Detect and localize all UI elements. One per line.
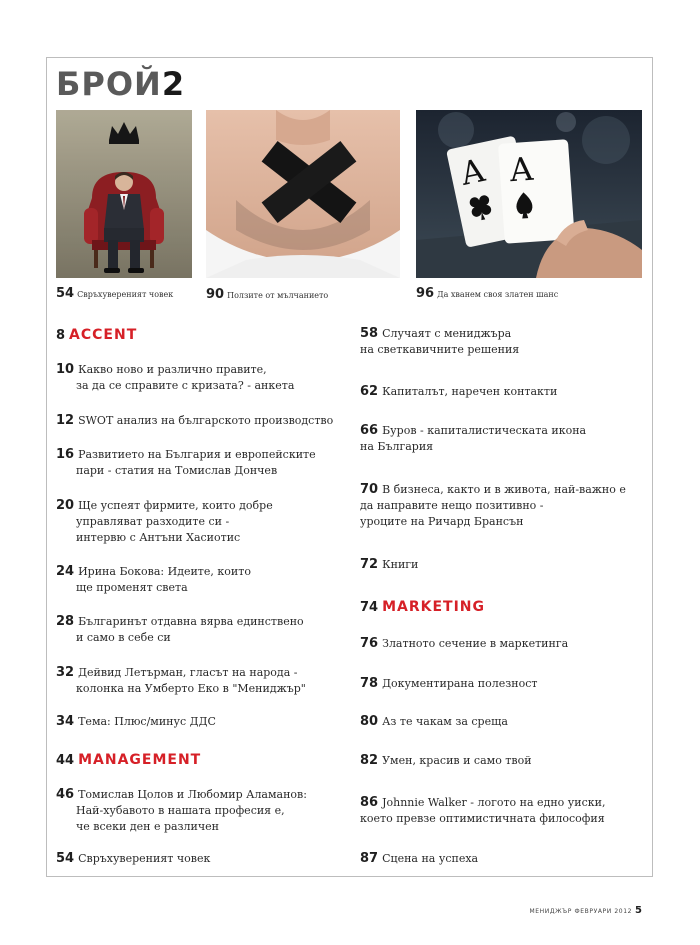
page-number: 96 bbox=[416, 286, 435, 301]
toc-entry[interactable] bbox=[56, 362, 294, 394]
entry-line: Книги bbox=[382, 558, 419, 571]
toc-entry[interactable] bbox=[360, 423, 586, 455]
page-number: 8 bbox=[56, 328, 66, 343]
entry-line: ще променят света bbox=[76, 581, 188, 594]
caption-title: Свръхувереният човек bbox=[77, 290, 174, 299]
page-number: 76 bbox=[360, 636, 379, 651]
toc-entry[interactable] bbox=[360, 384, 557, 400]
entry-line: Какво ново и различно правите, bbox=[78, 363, 267, 376]
page-number: 20 bbox=[56, 498, 75, 513]
entry-line: на България bbox=[360, 440, 434, 453]
page-number: 46 bbox=[56, 787, 75, 802]
page-number: 16 bbox=[56, 447, 75, 462]
entry-line: Българинът отдавна вярва единствено bbox=[78, 615, 304, 628]
page-number: 78 bbox=[360, 676, 379, 691]
toc-entry[interactable] bbox=[360, 714, 508, 730]
svg-text:A: A bbox=[457, 150, 488, 193]
svg-text:A: A bbox=[508, 149, 535, 190]
entry-line: Томислав Цолов и Любомир Аламанов: bbox=[78, 788, 307, 801]
taped-mouth-photo[interactable] bbox=[206, 110, 400, 278]
entry-line: пари - статия на Томислав Дончев bbox=[76, 464, 278, 477]
toc-entry[interactable] bbox=[56, 614, 304, 646]
toc-entry[interactable] bbox=[360, 795, 605, 827]
page-number: 58 bbox=[360, 326, 379, 341]
entry-line: на светкавичните решения bbox=[360, 343, 520, 356]
entry-line: Свръхувереният човек bbox=[78, 852, 211, 865]
feature-caption[interactable] bbox=[416, 286, 558, 301]
section-label: MARKETING bbox=[382, 599, 486, 615]
page-number: 66 bbox=[360, 423, 379, 438]
entry-line: Капиталът, наречен контакти bbox=[382, 385, 558, 398]
page-number: 54 bbox=[56, 851, 75, 866]
page-number: 32 bbox=[56, 665, 75, 680]
issue-word: БРОЙ bbox=[56, 65, 162, 103]
issue-title bbox=[56, 64, 185, 104]
entry-line: да направите нещо позитивно - bbox=[360, 499, 544, 512]
section-heading-accent[interactable] bbox=[56, 324, 137, 343]
entry-line: Ирина Бокова: Идеите, които bbox=[78, 565, 251, 578]
section-label: MANAGEMENT bbox=[78, 752, 202, 768]
page-number: 90 bbox=[206, 287, 225, 302]
caption-title: Ползите от мълчанието bbox=[227, 291, 329, 300]
toc-entry[interactable] bbox=[360, 557, 418, 573]
toc-entry[interactable] bbox=[56, 851, 210, 867]
entry-line: SWOT анализ на българското производство bbox=[78, 414, 334, 427]
page-number: 28 bbox=[56, 614, 75, 629]
page-number: 62 bbox=[360, 384, 379, 399]
toc-entry[interactable] bbox=[56, 714, 216, 730]
man-on-throne-photo[interactable] bbox=[56, 110, 192, 278]
section-heading-management[interactable] bbox=[56, 749, 201, 768]
entry-line: уроците на Ричард Брансън bbox=[360, 515, 524, 528]
toc-entry[interactable] bbox=[56, 498, 273, 546]
entry-line: Johnnie Walker - логото на едно уиски, bbox=[382, 796, 606, 809]
entry-line: Аз те чакам за среща bbox=[382, 715, 508, 728]
page-number: 44 bbox=[56, 753, 75, 768]
entry-line: че всеки ден е различен bbox=[76, 820, 219, 833]
folio-number: 5 bbox=[635, 905, 642, 916]
toc-entry[interactable] bbox=[360, 636, 568, 652]
page-number: 87 bbox=[360, 851, 379, 866]
entry-line: Буров - капиталистическата икона bbox=[382, 424, 587, 437]
entry-line: Случаят с мениджъра bbox=[382, 327, 512, 340]
toc-entry[interactable] bbox=[360, 482, 626, 530]
toc-entry[interactable] bbox=[360, 326, 519, 358]
entry-line: Най-хубавото в нашата професия е, bbox=[76, 804, 285, 817]
caption-title: Да хванем своя златен шанс bbox=[437, 290, 559, 299]
entry-line: Умен, красив и само твой bbox=[382, 754, 532, 767]
entry-line: интервю с Антъни Хасиотис bbox=[76, 531, 241, 544]
toc-entry[interactable] bbox=[360, 851, 478, 867]
page-number: 72 bbox=[360, 557, 379, 572]
page-number: 12 bbox=[56, 413, 75, 428]
toc-entry[interactable] bbox=[56, 787, 307, 835]
entry-line: за да се справите с кризата? - анкета bbox=[76, 379, 295, 392]
magazine-date: МЕНИДЖЪР ФЕВРУАРИ 2012 bbox=[529, 908, 633, 915]
page-number: 70 bbox=[360, 482, 379, 497]
toc-entry[interactable] bbox=[56, 447, 316, 479]
issue-number: 2 bbox=[161, 65, 186, 103]
page-footer bbox=[520, 898, 642, 917]
section-label: ACCENT bbox=[69, 327, 138, 343]
toc-entry[interactable] bbox=[360, 676, 537, 692]
page-number: 54 bbox=[56, 286, 75, 301]
entry-line: Дейвид Летърман, гласът на народа - bbox=[78, 666, 298, 679]
toc-entry[interactable] bbox=[56, 413, 333, 429]
section-heading-marketing[interactable] bbox=[360, 596, 485, 615]
page-number: 86 bbox=[360, 795, 379, 810]
entry-line: Развитието на България и европейските bbox=[78, 448, 316, 461]
page-number: 82 bbox=[360, 753, 379, 768]
toc-entry[interactable] bbox=[360, 753, 532, 769]
feature-caption[interactable] bbox=[56, 286, 173, 301]
aces-cards-photo[interactable] bbox=[416, 110, 642, 278]
page-number: 10 bbox=[56, 362, 75, 377]
entry-line: Златното сечение в маркетинга bbox=[382, 637, 569, 650]
page-number: 24 bbox=[56, 564, 75, 579]
entry-line: Документирана полезност bbox=[382, 677, 538, 690]
entry-line: което превзе оптимистичната философия bbox=[360, 812, 605, 825]
page-number: 74 bbox=[360, 600, 379, 615]
entry-line: Сцена на успеха bbox=[382, 852, 479, 865]
entry-line: и само в себе си bbox=[76, 631, 171, 644]
page-number: 80 bbox=[360, 714, 379, 729]
entry-line: Тема: Плюс/минус ДДС bbox=[78, 715, 216, 728]
page-number: 34 bbox=[56, 714, 75, 729]
entry-line: управляват разходите си - bbox=[76, 515, 230, 528]
toc-entry[interactable] bbox=[56, 564, 251, 596]
entry-line: колонка на Умберто Еко в "Мениджър" bbox=[76, 682, 306, 695]
feature-caption[interactable] bbox=[206, 287, 328, 302]
entry-line: В бизнеса, както и в живота, най-важно е bbox=[382, 483, 626, 496]
entry-line: Ще успеят фирмите, които добре bbox=[78, 499, 273, 512]
toc-entry[interactable] bbox=[56, 665, 306, 697]
